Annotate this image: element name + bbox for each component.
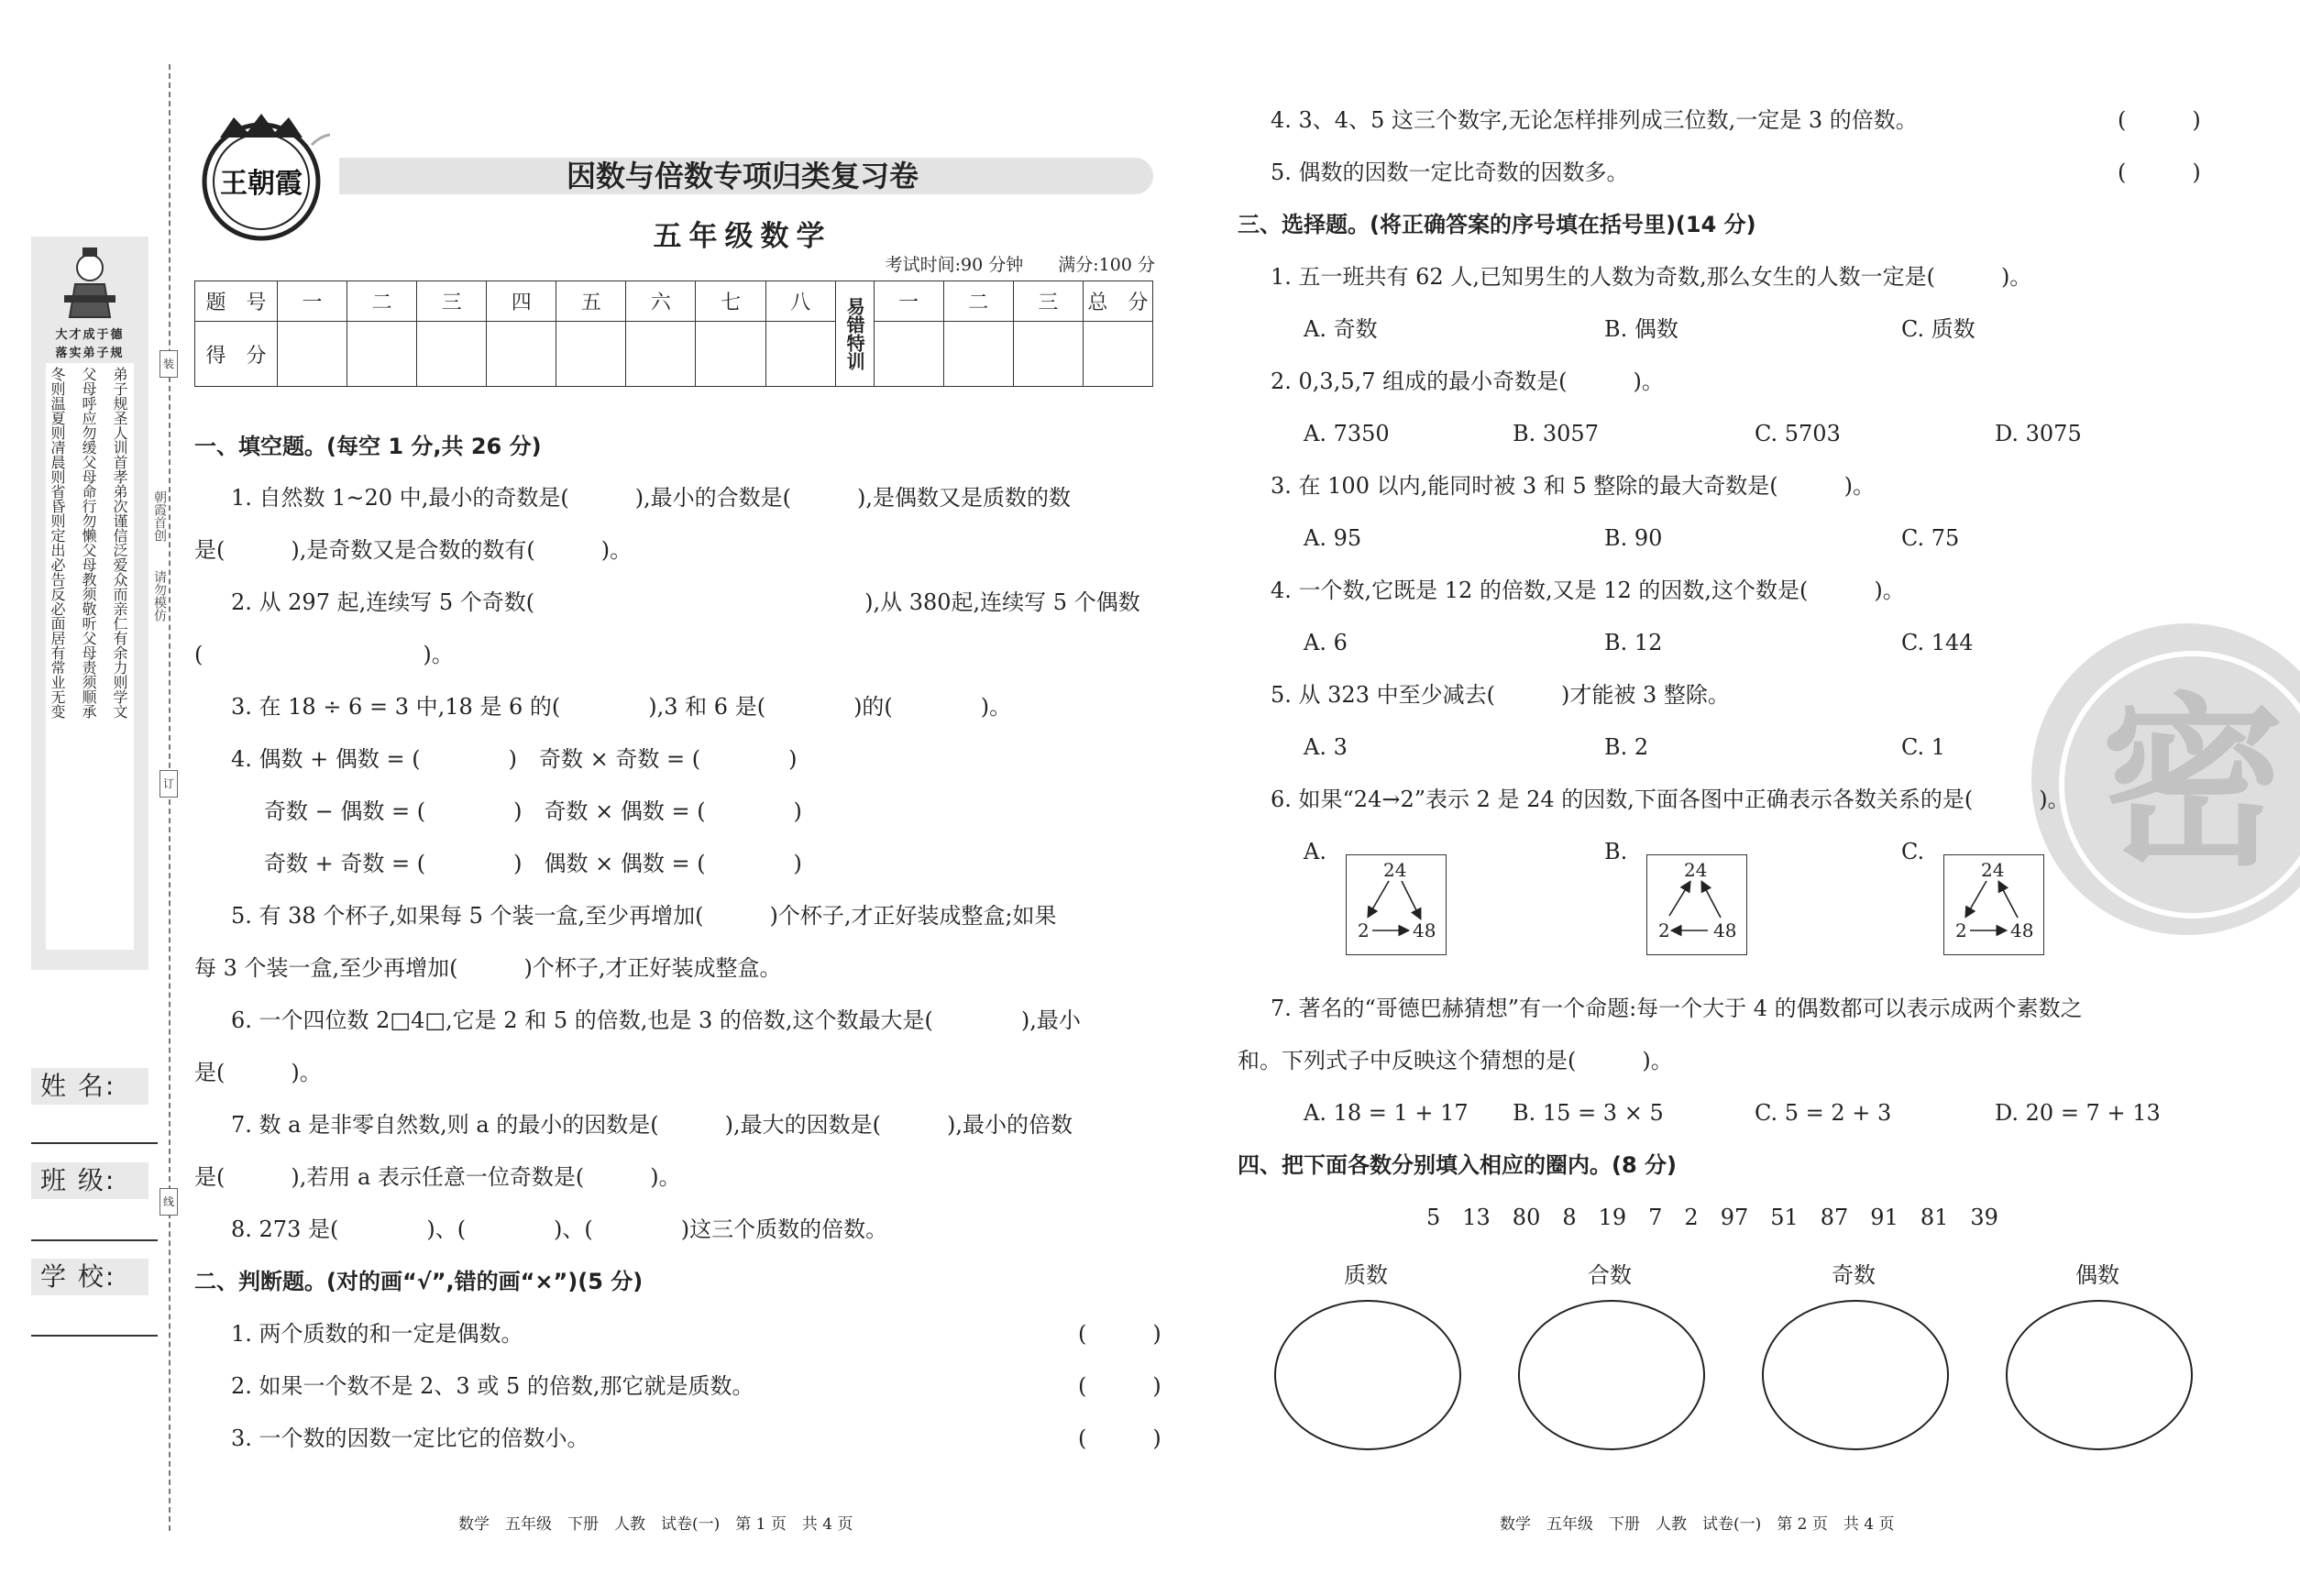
score-col: 七 [696, 281, 765, 322]
score-col: 一 [874, 281, 943, 322]
class-field[interactable] [31, 1239, 158, 1241]
special-training-label: 易错特训 [835, 281, 874, 387]
class-label: 班 级: [31, 1162, 149, 1199]
s3-q3-opt-c: C. 75 [1901, 525, 1960, 551]
student-figure-icon [62, 244, 117, 321]
score-cell[interactable] [417, 322, 487, 387]
s3-q6: 6. 如果“24→2”表示 2 是 24 的因数,下面各图中正确表示各数关系的是( )。 [1271, 787, 2070, 812]
full-score: 满分:100 分 [1058, 255, 1155, 275]
s3-q2-opt-c: C. 5703 [1755, 421, 1841, 446]
s3-q3-opt-b: B. 90 [1604, 525, 1663, 551]
circle-label-even: 偶数 [2075, 1262, 2119, 1288]
score-cell[interactable] [1013, 322, 1083, 387]
name-field[interactable] [31, 1142, 158, 1144]
score-col: 三 [1013, 281, 1083, 322]
s1-q7-line2: 是( ),若用 a 表示任意一位奇数是( )。 [194, 1164, 681, 1190]
sidebar-verse-column-1: 冬则温夏则凊晨则省昏则定出必告反必面居有常业无变 [49, 367, 66, 719]
brand-logo [193, 108, 330, 246]
exam-time: 考试时间:90 分钟 [885, 255, 1024, 275]
score-col: 二 [347, 281, 417, 322]
diagram-a-top: 24 [1383, 859, 1407, 881]
score-cell[interactable] [487, 322, 556, 387]
circle-composite[interactable] [1518, 1300, 1705, 1450]
diagram-c-top: 24 [1981, 859, 2005, 881]
score-cell[interactable] [278, 322, 347, 387]
diagram-b-left: 2 [1658, 919, 1670, 941]
score-cell[interactable] [943, 322, 1013, 387]
seal-text: 密 [2059, 651, 2300, 919]
s1-q6-line2: 是( )。 [194, 1060, 322, 1085]
s1-q4-line1: 4. 偶数 + 偶数 = ( ) 奇数 × 奇数 = ( ) [231, 746, 798, 772]
s1-q4-line2: 奇数 − 偶数 = ( ) 奇数 × 偶数 = ( ) [264, 798, 802, 824]
s3-q2-opt-a: A. 7350 [1304, 421, 1390, 446]
s1-q3: 3. 在 18 ÷ 6 = 3 中,18 是 6 的( ),3 和 6 是( )的( )。 [231, 694, 1012, 720]
s3-q7-line1: 7. 著名的“哥德巴赫猜想”有一个命题:每一个大于 4 的偶数都可以表示成两个素数之 [1271, 996, 2083, 1021]
score-cell[interactable] [1083, 322, 1152, 387]
sidebar-motto-1: 大才成于德 [55, 328, 125, 342]
s1-q7-line1: 7. 数 a 是非零自然数,则 a 的最小的因数是( ),最大的因数是( ),最小的倍数 [231, 1112, 1073, 1138]
s1-q2-line1: 2. 从 297 起,连续写 5 个奇数( ),从 380起,连续写 5 个偶数 [231, 589, 1140, 615]
section1-heading: 一、填空题。(每空 1 分,共 26 分) [194, 434, 542, 459]
s3-q6-opt-c: C. [1901, 839, 1925, 864]
s4-number-list: 5 13 80 8 19 7 2 97 51 87 91 81 39 [1426, 1205, 1998, 1230]
sidebar-verse-column-2: 父母呼应勿缓父母命行勿懒父母教须敬听父母责须顺承 [80, 367, 97, 719]
s3-q3: 3. 在 100 以内,能同时被 3 和 5 整除的最大奇数是( )。 [1271, 473, 1876, 499]
s1-q5-line2: 每 3 个装一盒,至少再增加( )个杯子,才正好装成整盒。 [194, 955, 782, 981]
s2-item-2: 2. 如果一个数不是 2、3 或 5 的倍数,那它就是质数。 [231, 1373, 754, 1399]
seal-watermark [2031, 623, 2300, 935]
circle-prime[interactable] [1274, 1300, 1461, 1450]
score-col: 二 [943, 281, 1013, 322]
exam-info [825, 253, 1155, 277]
page-subtitle: 五年级数学 [653, 220, 832, 253]
diagram-a [1346, 854, 1447, 955]
s3-q3-opt-a: A. 95 [1304, 525, 1362, 551]
score-cell[interactable] [626, 322, 696, 387]
s2-item-5: 5. 偶数的因数一定比奇数的因数多。 [1271, 160, 1629, 185]
side-note-1: 朝霞首创 [152, 490, 167, 542]
school-label: 学 校: [31, 1259, 149, 1295]
s1-q4-line3: 奇数 + 奇数 = ( ) 偶数 × 偶数 = ( ) [264, 851, 802, 876]
side-note-2: 请勿模仿 [152, 570, 167, 622]
s3-q7-line2: 和。下列式子中反映这个猜想的是( )。 [1238, 1048, 1673, 1073]
s1-q1-line1: 1. 自然数 1~20 中,最小的奇数是( ),最小的合数是( ),是偶数又是质数的数 [231, 485, 1072, 511]
s1-q6-line1: 6. 一个四位数 2□4□,它是 2 和 5 的倍数,也是 3 的倍数,这个数最大是( ),最小 [231, 1007, 1081, 1033]
diagram-c [1943, 854, 2044, 955]
score-total-label: 总 分 [1083, 281, 1152, 322]
s1-q1-line2: 是( ),是奇数又是合数的数有( )。 [194, 537, 633, 563]
score-row-label: 题 号 [195, 281, 278, 322]
binding-marker-1: 装 [160, 350, 178, 378]
sidebar-motto-2: 落实弟子规 [55, 347, 125, 360]
circle-label-prime: 质数 [1344, 1262, 1388, 1288]
circle-odd[interactable] [1762, 1300, 1949, 1450]
diagram-b-right: 48 [1713, 919, 1737, 941]
s3-q5: 5. 从 323 中至少减去( )才能被 3 整除。 [1271, 682, 1730, 708]
sidebar-verse-box [46, 363, 134, 950]
score-table [194, 281, 1153, 387]
s2-answer-2[interactable]: ( ) [1078, 1373, 1161, 1399]
binding-dash-line [169, 64, 171, 1531]
score-col: 四 [487, 281, 556, 322]
s3-q4: 4. 一个数,它既是 12 的倍数,又是 12 的因数,这个数是( )。 [1271, 578, 1905, 603]
section3-heading: 三、选择题。(将正确答案的序号填在括号里)(14 分) [1238, 212, 1756, 237]
binding-marker-3: 线 [160, 1188, 178, 1216]
s3-q7-opt-b: B. 15 = 3 × 5 [1513, 1100, 1664, 1126]
binding-marker-2: 订 [160, 770, 178, 798]
school-field[interactable] [31, 1335, 158, 1337]
s2-item-3: 3. 一个数的因数一定比它的倍数小。 [231, 1425, 589, 1451]
s2-item-4: 4. 3、4、5 这三个数字,无论怎样排列成三位数,一定是 3 的倍数。 [1271, 107, 1918, 133]
section4-heading: 四、把下面各数分别填入相应的圈内。(8 分) [1238, 1152, 1677, 1178]
s1-q8: 8. 273 是( )、( )、( )这三个质数的倍数。 [231, 1216, 888, 1242]
score-cell[interactable] [347, 322, 417, 387]
s3-q7-opt-d: D. 20 = 7 + 13 [1995, 1100, 2161, 1126]
s1-q2-line2: ( )。 [194, 642, 454, 667]
s3-q4-opt-b: B. 12 [1604, 630, 1663, 655]
s3-q2-opt-b: B. 3057 [1513, 421, 1599, 446]
s3-q6-opt-b: B. [1604, 839, 1628, 864]
s2-answer-4[interactable]: ( ) [2118, 107, 2201, 133]
s3-q5-opt-a: A. 3 [1304, 734, 1348, 760]
section2-heading: 二、判断题。(对的画“√”,错的画“×”)(5 分) [194, 1269, 644, 1294]
s2-item-1: 1. 两个质数的和一定是偶数。 [231, 1321, 523, 1347]
score-row-label: 得 分 [195, 322, 278, 387]
diagram-b [1646, 854, 1747, 955]
s3-q2: 2. 0,3,5,7 组成的最小奇数是( )。 [1271, 369, 1664, 394]
s3-q5-opt-b: B. 2 [1604, 734, 1649, 760]
score-col: 三 [417, 281, 487, 322]
s3-q4-opt-c: C. 144 [1901, 630, 1974, 655]
diagram-b-top: 24 [1684, 859, 1708, 881]
s3-q1-opt-b: B. 偶数 [1604, 316, 1678, 342]
score-col: 五 [556, 281, 626, 322]
circle-even[interactable] [2006, 1300, 2193, 1450]
logo-text: 王朝霞 [220, 168, 303, 200]
score-cell[interactable] [874, 322, 943, 387]
s2-answer-5[interactable]: ( ) [2118, 160, 2201, 185]
name-label: 姓 名: [31, 1068, 149, 1105]
s3-q7-opt-c: C. 5 = 2 + 3 [1755, 1100, 1892, 1126]
diagram-c-left: 2 [1955, 919, 1967, 941]
s3-q1-opt-c: C. 质数 [1901, 316, 1975, 342]
score-col: 六 [626, 281, 696, 322]
s3-q6-opt-a: A. [1304, 839, 1326, 864]
s3-q7-opt-a: A. 18 = 1 + 17 [1304, 1100, 1469, 1126]
footer-page-1: 数学 五年级 下册 人教 试卷(一) 第 1 页 共 4 页 [458, 1515, 853, 1534]
sidebar-panel [31, 237, 149, 970]
diagram-a-right: 48 [1413, 919, 1436, 941]
s3-q4-opt-a: A. 6 [1304, 630, 1348, 655]
footer-page-2: 数学 五年级 下册 人教 试卷(一) 第 2 页 共 4 页 [1500, 1515, 1895, 1534]
score-col: 一 [278, 281, 347, 322]
circle-label-odd: 奇数 [1832, 1262, 1876, 1288]
s3-q2-opt-d: D. 3075 [1995, 421, 2082, 446]
s3-q5-opt-c: C. 1 [1901, 734, 1946, 760]
sidebar-verse-column-3: 弟子规圣人训首孝弟次谨信泛爱众而亲仁有余力则学文 [111, 367, 128, 719]
diagram-c-right: 48 [2010, 919, 2034, 941]
circle-label-composite: 合数 [1588, 1262, 1632, 1288]
score-cell[interactable] [696, 322, 765, 387]
s3-q1-opt-a: A. 奇数 [1304, 316, 1378, 342]
s3-q1: 1. 五一班共有 62 人,已知男生的人数为奇数,那么女生的人数一定是( )。 [1271, 264, 2032, 290]
s2-answer-1[interactable]: ( ) [1078, 1321, 1161, 1347]
diagram-a-left: 2 [1358, 919, 1370, 941]
score-cell[interactable] [765, 322, 835, 387]
score-col: 八 [765, 281, 835, 322]
score-cell[interactable] [556, 322, 626, 387]
page-title: 因数与倍数专项归类复习卷 [566, 159, 919, 193]
s1-q5-line1: 5. 有 38 个杯子,如果每 5 个装一盒,至少再增加( )个杯子,才正好装成整盒;如果 [231, 903, 1057, 929]
s2-answer-3[interactable]: ( ) [1078, 1425, 1161, 1451]
